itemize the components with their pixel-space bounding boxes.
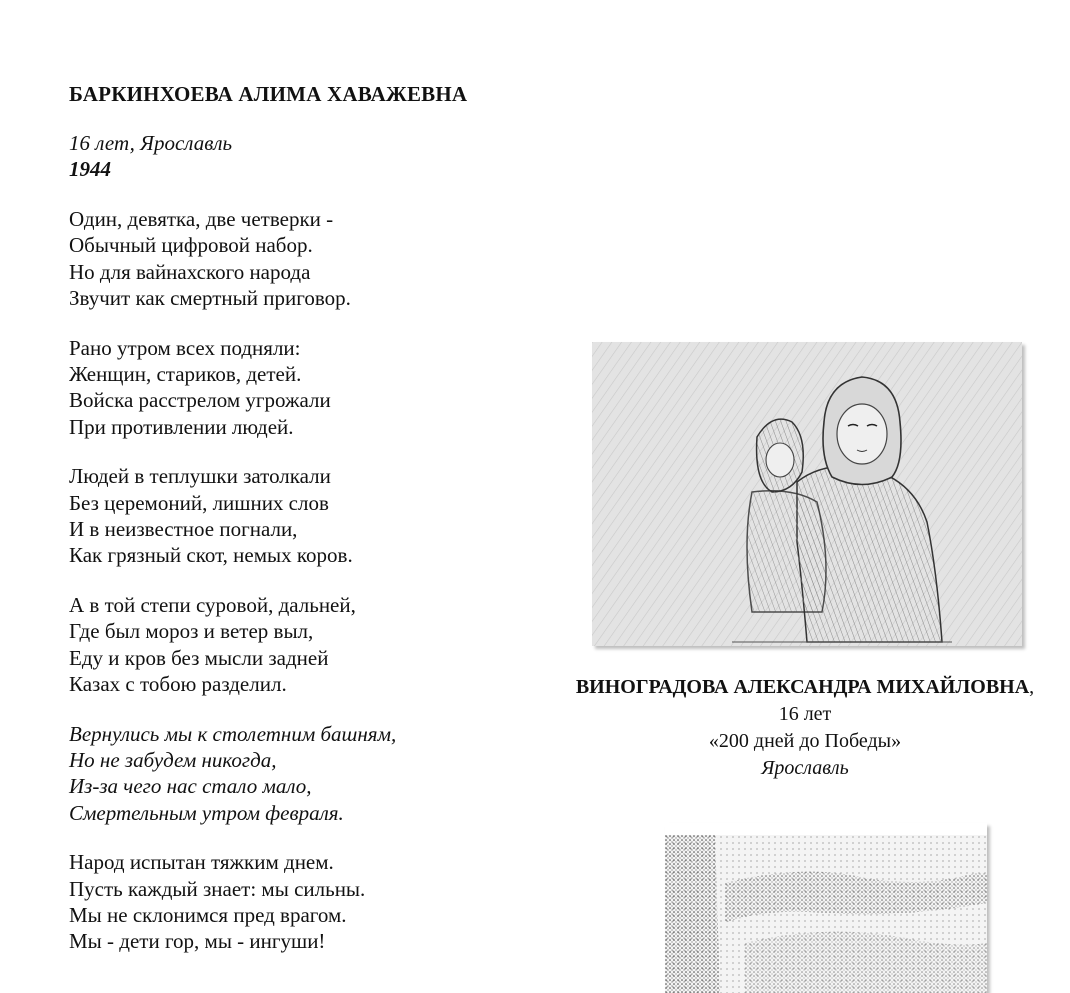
poem-line: Но не забудем никогда, [69, 748, 277, 773]
drawing-landscape [665, 823, 987, 993]
artwork-title: «200 дней до Победы» [708, 730, 902, 752]
poem-line: Народ испытан тяжким днем. [69, 850, 334, 875]
poem-line: Из-за чего нас стало мало, [69, 774, 312, 799]
poem-line: Один, девятка, две четверки - [69, 207, 334, 231]
poem-stanza [69, 463, 529, 568]
poem-text [69, 206, 529, 978]
artist-city: Ярославль [761, 757, 849, 779]
poem-line: Без церемоний, лишних слов [69, 490, 329, 515]
poem-line: Мы не склонимся пред врагом. [69, 903, 347, 928]
poem-title: 1944 [69, 157, 111, 181]
poem-line: Обычный цифровой набор. [69, 233, 313, 258]
artwork-caption [540, 674, 1070, 782]
ink-sketch-image [665, 823, 987, 993]
poem-line: Вернулись мы к столетним башням, [69, 721, 397, 746]
poem-stanza [69, 335, 529, 440]
poem-stanza [69, 849, 529, 954]
artist-name: ВИНОГРАДОВА АЛЕКСАНДРА МИХАЙЛОВНА [575, 676, 1030, 698]
poem-meta [69, 130, 232, 182]
poem-line: Войска расстрелом угрожали [69, 388, 331, 413]
drawing-mother-and-child [592, 342, 1022, 646]
poem-stanza [69, 206, 529, 311]
poem-line: Еду и кров без мысли задней [69, 645, 329, 670]
poem-line: И в неизвестное погнали, [69, 516, 298, 541]
poem-stanza [69, 721, 529, 826]
author-name: БАРКИНХОЕВА АЛИМА ХАВАЖЕВНА [69, 82, 468, 106]
poem-line: При противлении людей. [69, 414, 294, 439]
poem-line: А в той степи суровой, дальней, [69, 593, 356, 618]
artist-name-line [540, 674, 1070, 701]
poem-line: Женщин, стариков, детей. [69, 361, 302, 386]
poem-line: Звучит как смертный приговор. [69, 285, 351, 310]
poem-line: Казах с тобою разделил. [69, 671, 287, 696]
poem-line: Людей в теплушки затолкали [69, 464, 331, 489]
author-age-city: 16 лет, Ярославль [69, 131, 233, 155]
pencil-sketch-image [592, 342, 1022, 646]
poem-stanza [69, 592, 529, 697]
poem-line: Мы - дети гор, мы - ингуши! [69, 929, 326, 954]
poem-line: Но для вайнахского народа [69, 259, 311, 284]
artist-name-suffix: , [1029, 676, 1035, 698]
poem-line: Где был мороз и ветер выл, [69, 619, 314, 644]
poem-line: Как грязный скот, немых коров. [69, 543, 353, 568]
poem-line: Пусть каждый знает: мы сильны. [69, 876, 366, 901]
poem-line: Смертельным утром февраля. [69, 800, 344, 825]
poem-line: Рано утром всех подняли: [69, 335, 301, 360]
artist-age: 16 лет [778, 703, 832, 725]
